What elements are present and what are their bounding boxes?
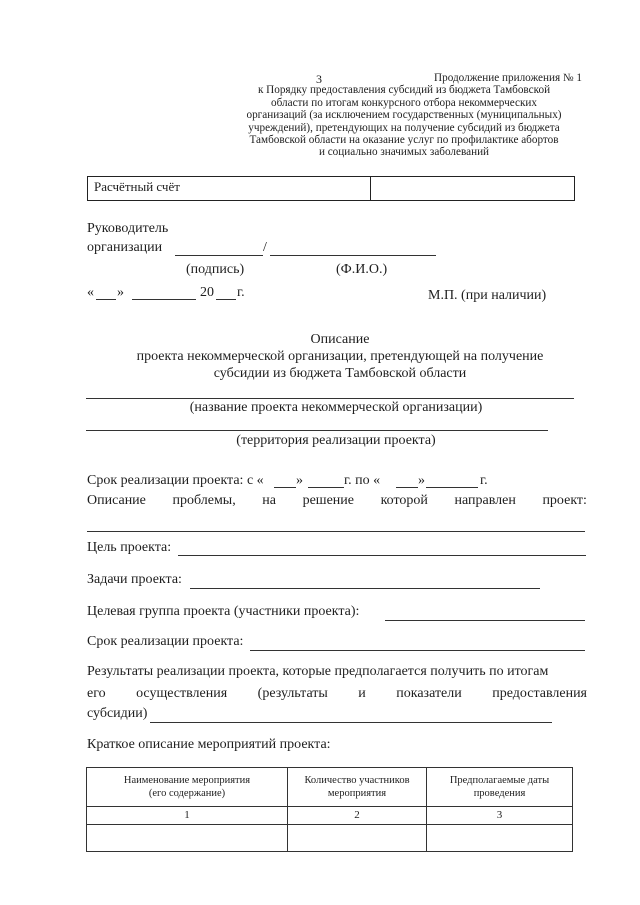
slash: / [263, 240, 267, 255]
results-fill-line[interactable] [150, 722, 552, 723]
account-label: Расчётный счёт [94, 179, 180, 194]
appendix-reference [220, 72, 588, 159]
results-line-2 [87, 686, 587, 702]
date-open-quote: « [87, 285, 94, 300]
appendix-line: Продолжение приложения № 1 [434, 72, 582, 84]
signature-caption: (подпись) [186, 262, 245, 277]
results-word: (результаты [257, 686, 328, 701]
appendix-line: к Порядку предоставления субсидий из бюджета Тамбовской [257, 84, 551, 97]
events-header-name [87, 768, 288, 807]
date-close-quote: » [117, 285, 124, 300]
results-word: осуществления [136, 686, 228, 701]
goal-line[interactable] [178, 555, 586, 556]
tasks-label: Задачи проекта: [87, 572, 182, 587]
results-word: предоставления [492, 686, 587, 701]
period-from-day[interactable] [274, 487, 296, 488]
events-cell[interactable] [427, 825, 573, 852]
header-text: Предполагаемые даты [449, 775, 550, 786]
territory-line[interactable] [86, 430, 548, 431]
problem-label [87, 493, 587, 509]
events-col-number: 3 [427, 807, 573, 825]
events-col-number: 2 [288, 807, 427, 825]
page-number: 3 [316, 72, 322, 86]
name-caption: (Ф.И.О.) [336, 262, 388, 277]
appendix-line: области по итогам конкурсного отбора некоммерческих [271, 96, 537, 109]
problem-word: Описание [87, 493, 146, 508]
target-group-line[interactable] [385, 620, 585, 621]
appendix-line: и социально значимых заболеваний [318, 146, 490, 159]
signature-line[interactable] [175, 255, 263, 256]
org-label: организации [87, 240, 163, 255]
problem-word: направлен [454, 493, 516, 508]
target-group-label: Целевая группа проекта (участники проекта): [87, 604, 360, 619]
problem-line[interactable] [87, 531, 585, 532]
period-quote: » [296, 473, 303, 488]
problem-word: решение [302, 493, 354, 508]
problem-word: проект: [542, 493, 587, 508]
events-cell[interactable] [288, 825, 427, 852]
results-word: и [358, 686, 366, 701]
results-line-1: Результаты реализации проекта, которые предполагается получить по итогам [87, 664, 549, 679]
events-header-count [288, 768, 427, 807]
period-to-month[interactable] [426, 487, 478, 488]
header-text: мероприятия [327, 788, 387, 799]
project-name-caption: (название проекта некоммерческой организации) [189, 400, 483, 415]
period-from-label: Срок реализации проекта: с « [87, 473, 264, 488]
date-year-prefix: 20 [200, 285, 214, 300]
results-line-3: субсидии) [87, 706, 148, 721]
title-line: Описание [310, 332, 370, 347]
account-table [87, 176, 575, 201]
territory-caption: (территория реализации проекта) [236, 433, 436, 448]
header-text: (его содержание) [148, 788, 226, 799]
date-month-line[interactable] [132, 299, 196, 300]
description-title [100, 331, 580, 382]
goal-label: Цель проекта: [87, 540, 172, 555]
project-name-line[interactable] [86, 398, 574, 399]
header-text: Наименование мероприятия [123, 775, 251, 786]
header-text: Количество участников [304, 775, 410, 786]
problem-word: на [262, 493, 277, 508]
period-end-label: г. [480, 473, 488, 488]
title-line: субсидии из бюджета Тамбовской области [213, 366, 467, 381]
results-word: показатели [396, 686, 462, 701]
period-to-day[interactable] [396, 487, 418, 488]
appendix-line: организаций (за исключением государственных (муниципальных) [246, 109, 562, 122]
appendix-line: Тамбовской области на оказание услуг по профилактике абортов [249, 134, 559, 147]
events-col-number: 1 [87, 807, 288, 825]
account-value-cell[interactable] [371, 177, 575, 201]
name-line[interactable] [270, 255, 436, 256]
header-text: проведения [473, 788, 526, 799]
period-label: Срок реализации проекта: [87, 634, 244, 649]
title-line: проекта некоммерческой организации, претендующей на получение [136, 349, 544, 364]
problem-word: проблемы, [172, 493, 236, 508]
head-label: Руководитель [87, 221, 169, 236]
date-day-line[interactable] [96, 299, 116, 300]
events-header-dates [427, 768, 573, 807]
period-quote: » [418, 473, 425, 488]
tasks-line[interactable] [190, 588, 540, 589]
date-year-line[interactable] [216, 299, 236, 300]
problem-word: которой [380, 493, 428, 508]
results-word: его [87, 686, 106, 701]
events-caption: Краткое описание мероприятий проекта: [87, 737, 331, 752]
date-year-suffix: г. [237, 285, 245, 300]
appendix-line: учреждений), претендующих на получение субсидий из бюджета [248, 121, 560, 134]
events-table [86, 767, 573, 852]
period-line[interactable] [250, 650, 585, 651]
events-cell[interactable] [87, 825, 288, 852]
period-to-label: г. по « [344, 473, 381, 488]
period-from-month[interactable] [308, 487, 344, 488]
stamp-note: М.П. (при наличии) [428, 288, 547, 303]
account-label-cell [88, 177, 371, 201]
